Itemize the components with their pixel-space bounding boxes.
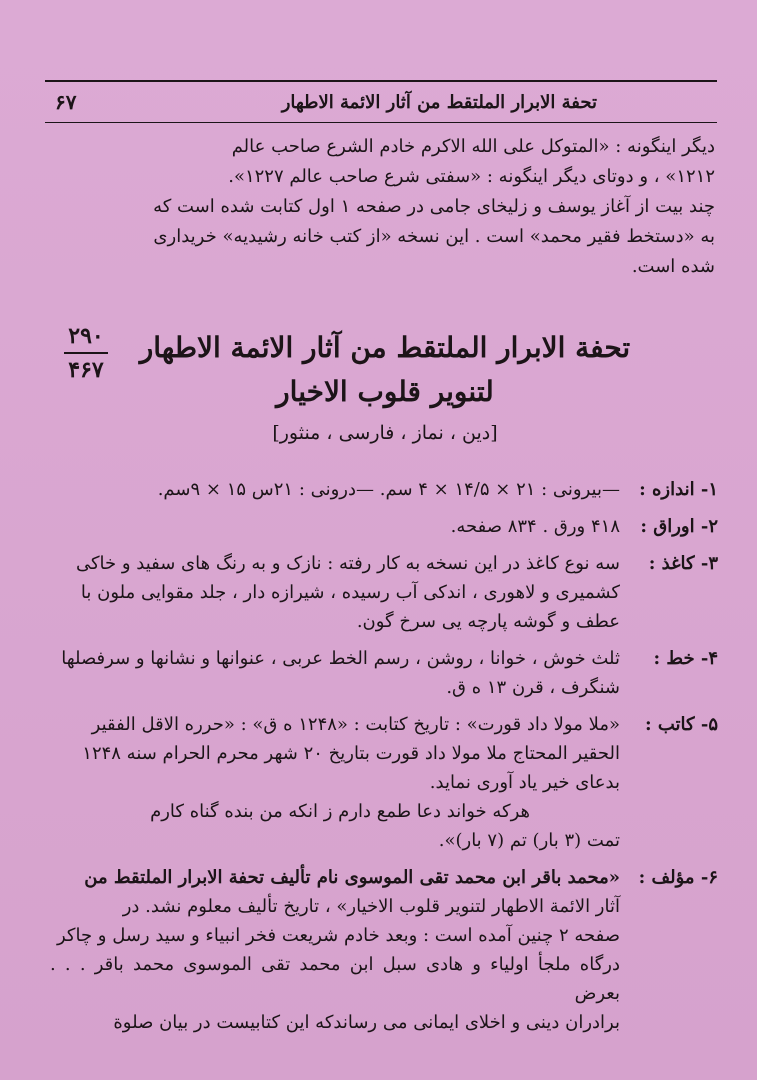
field-size [50, 475, 718, 504]
field-line: «ملا مولا داد قورت» : تاریخ کتابت : «۱۲۴۸ ه ق» : «حرره الاقل الفقیر [91, 714, 620, 735]
field-line: شنگرف ، قرن ۱۳ ه ق. [446, 677, 620, 698]
intro-line: شده است. [631, 256, 715, 277]
field-label: ۱- اندازه : [639, 479, 718, 500]
catalog-number [60, 322, 112, 384]
field-value [50, 644, 620, 702]
entry-tags: [دین ، نماز ، فارسی ، منثور] [272, 422, 498, 444]
field-line: برادران دینی و اخلای ایمانی می رساندکه این کتابیست در بیان صلوة [113, 1012, 620, 1033]
intro-paragraph [55, 132, 715, 282]
catalog-number-bottom: ۴۶۷ [68, 357, 104, 383]
field-line: کشمیری و لاهوری ، اندکی آب رسیده ، شیرازه دار ، جلد مقوایی ملون با [80, 582, 620, 603]
field-author [50, 863, 718, 1037]
field-value [50, 863, 620, 1037]
field-value [50, 512, 620, 541]
field-line: بدعای خیر یاد آوری نماید. [429, 772, 620, 793]
intro-line: ۱۲۱۲» ، و دوتای دیگر اینگونه : «سفتی شرع صاحب عالم ۱۲۲۷». [228, 166, 715, 187]
intro-line: دیگر اینگونه : «المتوکل علی الله الاکرم خادم الشرع صاحب عالم [231, 136, 715, 157]
field-value [50, 549, 620, 636]
field-label: ۶- مؤلف : [638, 867, 718, 888]
field-script [50, 644, 718, 702]
page-number: ۶۷ [55, 90, 77, 114]
intro-line: به «دستخط فقیر محمد» است . این نسخه «از کتب خانه رشیدیه» خریداری [153, 226, 715, 247]
verse-line: هرکه خواند دعا طمع دارم ز انکه من بنده گناه کارم [150, 801, 530, 822]
field-line: ۴۱۸ ورق . ۸۳۴ صفحه. [450, 516, 620, 537]
entry-title: تحفة الابرار الملتقط من آثار الائمة الاطهار [139, 331, 631, 364]
field-label: ۲- اوراق : [640, 516, 718, 537]
field-label: ۴- خط : [653, 648, 718, 669]
running-title: تحفة الابرار الملتقط من آثار الائمة الاطهار [281, 91, 597, 113]
field-line: صفحه ۲ چنین آمده است : وبعد خادم شریعت فخر انبیاء و سید رسل و چاکر [56, 925, 620, 946]
field-line: الحقیر المحتاج ملا مولا داد قورت بتاریخ ۲۰ شهر محرم الحرام سنه ۱۲۴۸ [82, 743, 620, 764]
intro-line: چند بیت از آغاز یوسف و زلیخای جامی در صفحه ۱ اول کتابت شده است که [153, 196, 715, 217]
entry-subtitle: لتنویر قلوب الاخیار [276, 375, 494, 408]
field-line: سه نوع کاغذ در این نسخه به کار رفته : نازک و به رنگ های سفید و خاکی [75, 553, 620, 574]
field-scribe [50, 710, 718, 855]
field-value [50, 475, 620, 504]
field-line: —بیرونی : ۲۱ × ۱۴/۵ × ۴ سم. —درونی : ۲۱س ۱۵ × ۹سم. [157, 479, 620, 500]
field-line: ثلث خوش ، خوانا ، روشن ، رسم الخط عربی ، عنوانها و نشانها و سرفصلها [61, 648, 620, 669]
field-label: ۳- کاغذ : [648, 553, 718, 574]
field-value [50, 710, 620, 855]
field-leaves [50, 512, 718, 541]
field-line: آثار الائمة الاطهار لتنویر قلوب الاخیار» ، تاریخ تألیف معلوم نشد. در [122, 896, 620, 917]
field-line: «محمد باقر ابن محمد تقی الموسوی نام تألیف تحفة الابرار الملتقط من [84, 867, 620, 888]
running-header [45, 80, 717, 123]
closing-line: تمت (۳ بار) تم (۷ بار)». [438, 830, 620, 851]
field-label: ۵- کاتب : [644, 714, 718, 735]
fraction-bar [64, 352, 108, 354]
catalog-fields [50, 475, 718, 1045]
field-line: درگاه ملجأ اولیاء و هادی سبل ابن محمد تقی الموسوی محمد باقر . . . بعرض [50, 954, 620, 1004]
catalog-number-top: ۲۹۰ [68, 323, 104, 349]
field-paper [50, 549, 718, 636]
field-line: عطف و گوشه پارچه یی سرخ گون. [356, 611, 620, 632]
